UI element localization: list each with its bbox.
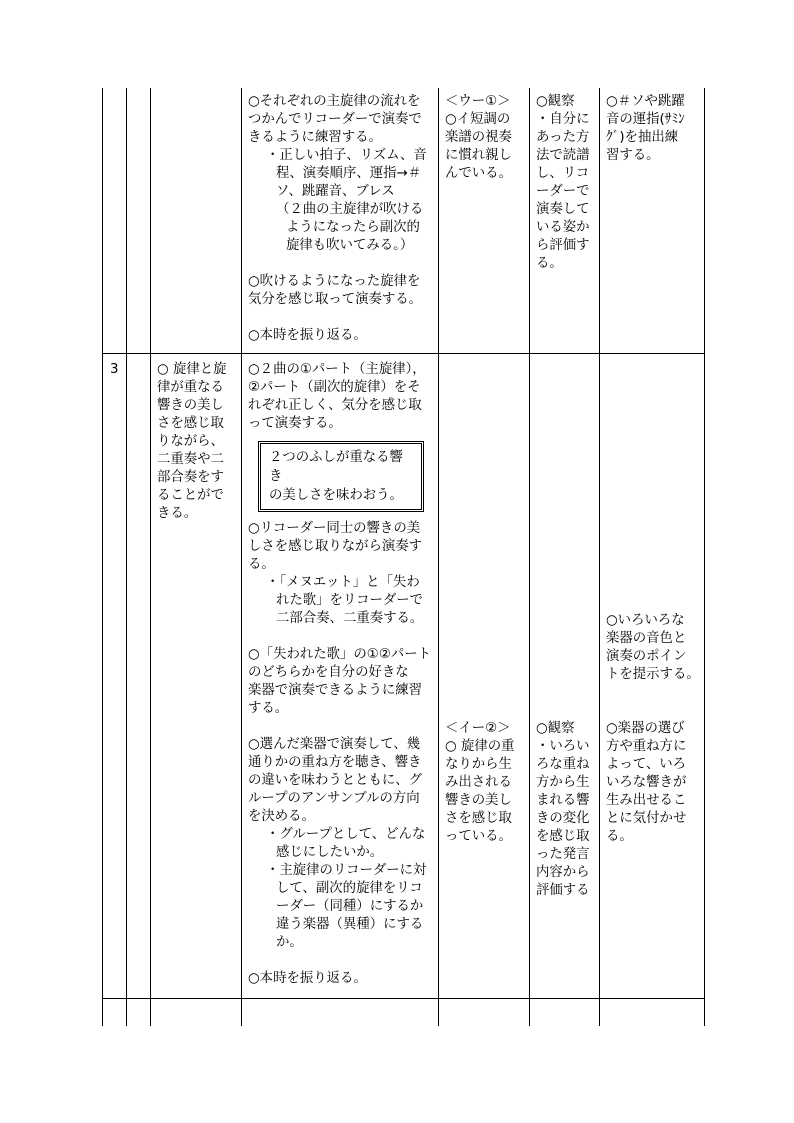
row1-method-cell bbox=[536, 93, 598, 273]
activity-line: 違う楽器（異種）にする bbox=[276, 917, 424, 932]
support-line: 演奏のポイン bbox=[606, 649, 687, 664]
activity-line: ・グループとして、どんな bbox=[266, 827, 426, 842]
activity-line: ーダー（同種）にするか bbox=[276, 899, 424, 914]
criteria-line: ○イ短調の bbox=[445, 112, 511, 127]
goal-line: ることがで bbox=[157, 488, 224, 503]
support-line: 生み出せるこ bbox=[606, 793, 687, 808]
activity-line: ループのアンサンブルの方向 bbox=[248, 791, 420, 806]
method-line: 法で読譜 bbox=[536, 148, 590, 163]
method-line: ○観察 bbox=[536, 721, 575, 736]
activity-line: 旋律も吹いてみる。） bbox=[286, 238, 414, 253]
activity-line: ・「メヌエット」と「失わ bbox=[266, 575, 420, 590]
activity-line: れぞれ正しく、気分を感じ取 bbox=[248, 398, 422, 413]
support-line: トを提示する。 bbox=[606, 667, 700, 682]
row1-activity-cell bbox=[248, 93, 436, 345]
activity-line: 通りかの重ね方を聴き、響き bbox=[248, 755, 422, 770]
activity-line: ○それぞれの主旋律の流れを bbox=[248, 94, 421, 109]
activity-line: ○吹けるようになった旋律を bbox=[248, 274, 421, 289]
activity-line: しさを感じ取りながら演奏す bbox=[248, 539, 423, 554]
activity-line: れた歌」をリコーダーで bbox=[276, 593, 424, 608]
activity-line: ○本時を振り返る。 bbox=[248, 971, 367, 986]
theme-line: ２つのふしが重なる響き bbox=[269, 450, 403, 484]
method-line: った発言 bbox=[536, 847, 590, 862]
criteria-label: ＜ウー①＞ bbox=[445, 94, 511, 109]
table-border-col5 bbox=[529, 88, 530, 1026]
method-line: まれる響 bbox=[536, 793, 590, 808]
activity-line: の違いを味わうとともに、グ bbox=[248, 773, 423, 788]
method-line: ろな重ね bbox=[536, 757, 590, 772]
goal-line: 二重奏や二 bbox=[157, 452, 224, 467]
activity-line: 楽器で演奏できるように練習 bbox=[248, 683, 423, 698]
goal-line: さを感じ取 bbox=[157, 416, 224, 431]
method-line: 演奏して bbox=[536, 202, 590, 217]
row2-goal-cell bbox=[157, 361, 239, 523]
row2-criteria-cell bbox=[445, 720, 527, 846]
method-line: 内容から bbox=[536, 865, 590, 880]
table-border-col6 bbox=[599, 88, 600, 1026]
table-border-col3 bbox=[241, 88, 242, 1026]
support-line: 習する。 bbox=[606, 148, 660, 163]
activity-line: つかんでリコーダーで演奏で bbox=[248, 112, 422, 127]
criteria-line: に慣れ親し bbox=[445, 148, 512, 163]
row2-activity-cell bbox=[248, 361, 436, 988]
activity-line: のどちらかを自分の好きな bbox=[248, 665, 409, 680]
support-line: る。 bbox=[606, 829, 633, 844]
criteria-line: み出される bbox=[445, 775, 512, 790]
method-line: あった方 bbox=[536, 130, 590, 145]
table-bottom-divider bbox=[102, 998, 705, 999]
activity-line: る。 bbox=[248, 557, 275, 572]
activity-line: ○「失われた歌」の①②パート bbox=[248, 647, 431, 662]
support-line: よって、いろ bbox=[606, 757, 687, 772]
support-line: 方や重ね方に bbox=[606, 739, 687, 754]
row2-support-cell-b bbox=[606, 720, 703, 846]
activity-line: して、副次的旋律をリコ bbox=[276, 881, 423, 896]
activity-line: きるように練習する。 bbox=[248, 130, 382, 145]
activity-line: ようになったら副次的 bbox=[286, 220, 420, 235]
goal-line: 響きの美し bbox=[157, 398, 224, 413]
table-border-col2 bbox=[150, 88, 151, 1026]
lesson-number: 3 bbox=[110, 362, 119, 377]
goal-line: 部合奏をす bbox=[157, 470, 224, 485]
method-line: る。 bbox=[536, 256, 563, 271]
goal-line: りながら、 bbox=[157, 434, 224, 449]
row2-support-cell-a bbox=[606, 612, 703, 684]
theme-line: の美しさを味わおう。 bbox=[269, 488, 403, 503]
support-line: ○楽器の選び bbox=[606, 721, 685, 736]
goal-line: きる。 bbox=[157, 506, 198, 521]
table-border-right bbox=[704, 88, 705, 1026]
support-line: ○いろいろな bbox=[606, 613, 685, 628]
method-line: ○観察 bbox=[536, 94, 575, 109]
goal-line: ○ 旋律と旋 bbox=[157, 362, 227, 377]
activity-line: する。 bbox=[248, 701, 289, 716]
activity-line: ②パート（副次的旋律）をそ bbox=[248, 380, 421, 395]
activity-line: 程、演奏順序、運指→＃ bbox=[276, 166, 422, 181]
support-line: とに気付かせ bbox=[606, 811, 687, 826]
activity-line: を決める。 bbox=[248, 809, 315, 824]
method-line: ーダーで bbox=[536, 184, 590, 199]
support-line: 音の運指(ｻﾐﾝ bbox=[606, 112, 685, 127]
activity-line: ・正しい拍子、リズム、音 bbox=[266, 148, 427, 163]
support-line: いろな響きが bbox=[606, 775, 687, 790]
criteria-line: っている。 bbox=[445, 829, 512, 844]
criteria-line: 楽譜の視奏 bbox=[445, 130, 512, 145]
method-line: ・自分に bbox=[536, 112, 590, 127]
criteria-line: なりから生 bbox=[445, 757, 512, 772]
row2-method-cell bbox=[536, 720, 598, 900]
row1-criteria-cell bbox=[445, 93, 527, 183]
activity-line: ・主旋律のリコーダーに対 bbox=[266, 863, 427, 878]
criteria-line: ○ 旋律の重 bbox=[445, 739, 515, 754]
lesson-theme-box bbox=[258, 441, 424, 512]
support-line: ｸﾞ)を抽出練 bbox=[606, 130, 679, 145]
method-line: を感じ取 bbox=[536, 829, 590, 844]
activity-line: ○リコーダー同士の響きの美 bbox=[248, 521, 421, 536]
activity-line: ソ、跳躍音、ブレス bbox=[276, 184, 395, 199]
activity-line: ○選んだ楽器で演奏して、幾 bbox=[248, 737, 421, 752]
method-line: きの変化 bbox=[536, 811, 590, 826]
criteria-line: 響きの美し bbox=[445, 793, 512, 808]
table-border-col1 bbox=[126, 88, 127, 1026]
row1-support-cell bbox=[606, 93, 703, 165]
activity-line: 二部合奏、二重奏する。 bbox=[276, 611, 424, 626]
method-line: ・いろい bbox=[536, 739, 590, 754]
method-line: し、リコ bbox=[536, 166, 590, 181]
criteria-line: んでいる。 bbox=[445, 166, 512, 181]
method-line: ら評価す bbox=[536, 238, 590, 253]
activity-line: か。 bbox=[276, 935, 303, 950]
activity-line: ○本時を振り返る。 bbox=[248, 328, 367, 343]
table-border-left bbox=[102, 88, 103, 1026]
goal-line: 律が重なる bbox=[157, 380, 224, 395]
support-line: 楽器の音色と bbox=[606, 631, 687, 646]
method-line: いる姿か bbox=[536, 220, 590, 235]
table-border-col4 bbox=[438, 88, 439, 1026]
row-divider bbox=[102, 353, 705, 354]
method-line: 方から生 bbox=[536, 775, 590, 790]
activity-line: （２曲の主旋律が吹ける bbox=[276, 202, 424, 217]
criteria-label: ＜イー②＞ bbox=[445, 721, 511, 736]
activity-line: ○２曲の①パート（主旋律）， bbox=[248, 362, 426, 377]
activity-line: 気分を感じ取って演奏する。 bbox=[248, 292, 423, 307]
criteria-line: さを感じ取 bbox=[445, 811, 512, 826]
activity-line: 感じにしたいか。 bbox=[276, 845, 384, 860]
support-line: ○＃ソや跳躍 bbox=[606, 94, 685, 109]
activity-line: って演奏する。 bbox=[248, 416, 342, 431]
method-line: 評価する bbox=[536, 883, 590, 898]
